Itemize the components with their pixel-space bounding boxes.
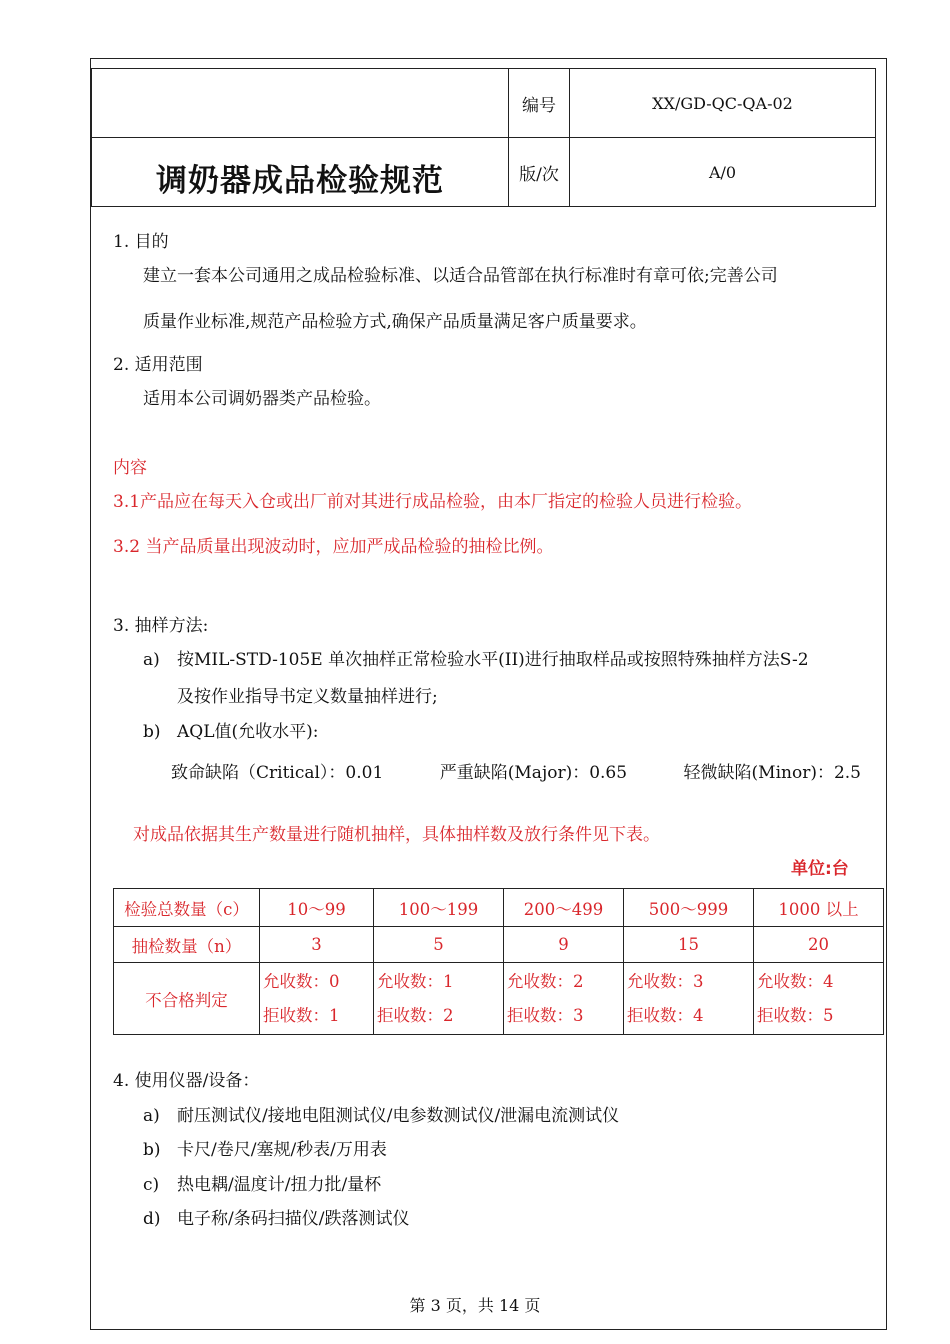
equipment-item: 卡尺/卷尺/塞规/秒表/万用表 bbox=[177, 1140, 387, 1160]
aql-major: 严重缺陷(Major)：0.65 bbox=[439, 763, 628, 783]
code-value: XX/GD-QC-QA-02 bbox=[570, 69, 876, 138]
sampling-table bbox=[113, 888, 884, 1035]
section3-a-line2: 及按作业指导书定义数量抽样进行; bbox=[177, 687, 438, 707]
lot-size-label: 检验总数量（c） bbox=[114, 889, 260, 927]
lot-range: 500～999 bbox=[624, 889, 754, 927]
equipment-item: 耐压测试仪/接地电阻测试仪/电参数测试仪/泄漏电流测试仪 bbox=[177, 1106, 620, 1126]
lot-range: 200～499 bbox=[504, 889, 624, 927]
table-row-judgement bbox=[114, 963, 884, 1035]
judgement-cell bbox=[754, 963, 884, 1035]
version-label: 版/次 bbox=[509, 138, 570, 207]
equipment-marker: d) bbox=[143, 1209, 161, 1229]
judgement-label: 不合格判定 bbox=[114, 963, 260, 1035]
sample-size: 3 bbox=[260, 927, 374, 963]
reject-number: 拒收数：1 bbox=[263, 1005, 340, 1025]
section3-heading: 3. 抽样方法: bbox=[113, 616, 209, 636]
aql-critical: 致命缺陷（Critical）：0.01 bbox=[171, 763, 384, 783]
sample-size-label: 抽检数量（n） bbox=[114, 927, 260, 963]
equipment-marker: c) bbox=[143, 1175, 160, 1195]
reject-number: 拒收数：2 bbox=[377, 1005, 454, 1025]
header-blank-cell bbox=[92, 69, 509, 138]
page-number: 第 3 页，共 14 页 bbox=[409, 1296, 541, 1315]
table-row-sample bbox=[114, 927, 884, 963]
sampling-note: 对成品依据其生产数量进行随机抽样，具体抽样数及放行条件见下表。 bbox=[133, 825, 660, 845]
aql-minor: 轻微缺陷(Minor)：2.5 bbox=[683, 763, 861, 783]
accept-number: 允收数：2 bbox=[507, 971, 584, 991]
lot-range: 1000 以上 bbox=[754, 889, 884, 927]
sample-size: 15 bbox=[624, 927, 754, 963]
section3-a-marker: a) bbox=[143, 650, 160, 670]
content-heading: 内容 bbox=[113, 458, 147, 478]
section1-heading: 1. 目的 bbox=[113, 232, 169, 252]
section2-line1: 适用本公司调奶器类产品检验。 bbox=[143, 389, 381, 409]
accept-number: 允收数：1 bbox=[377, 971, 454, 991]
version-value: A/0 bbox=[570, 138, 876, 207]
equipment-marker: b) bbox=[143, 1140, 161, 1160]
judgement-cell bbox=[624, 963, 754, 1035]
reject-number: 拒收数：5 bbox=[757, 1005, 834, 1025]
unit-label: 单位:台 bbox=[791, 859, 849, 879]
section4-heading: 4. 使用仪器/设备： bbox=[113, 1071, 260, 1091]
aql-values bbox=[171, 758, 861, 783]
judgement-cell bbox=[504, 963, 624, 1035]
document-header bbox=[91, 68, 876, 207]
code-label: 编号 bbox=[509, 69, 570, 138]
judgement-cell bbox=[374, 963, 504, 1035]
equipment-item: 热电耦/温度计/扭力批/量杯 bbox=[177, 1175, 382, 1195]
sample-size: 5 bbox=[374, 927, 504, 963]
document-title: 调奶器成品检验规范 bbox=[92, 138, 509, 207]
section1-line2: 质量作业标准,规范产品检验方式,确保产品质量满足客户质量要求。 bbox=[143, 312, 647, 332]
content-item-3-2: 3.2 当产品质量出现波动时，应加严成品检验的抽检比例。 bbox=[113, 537, 554, 557]
sample-size: 20 bbox=[754, 927, 884, 963]
accept-number: 允收数：4 bbox=[757, 971, 834, 991]
table-row-lot bbox=[114, 889, 884, 927]
sample-size: 9 bbox=[504, 927, 624, 963]
accept-number: 允收数：3 bbox=[627, 971, 704, 991]
section2-heading: 2. 适用范围 bbox=[113, 355, 203, 375]
section1-line1: 建立一套本公司通用之成品检验标准、以适合品管部在执行标准时有章可依;完善公司 bbox=[143, 266, 778, 286]
judgement-cell bbox=[260, 963, 374, 1035]
section3-a-line1: 按MIL-STD-105E 单次抽样正常检验水平(II)进行抽取样品或按照特殊抽样方法S-2 bbox=[177, 650, 809, 670]
lot-range: 100～199 bbox=[374, 889, 504, 927]
accept-number: 允收数：0 bbox=[263, 971, 340, 991]
section3-b-marker: b) bbox=[143, 722, 161, 742]
equipment-item: 电子称/条码扫描仪/跌落测试仪 bbox=[177, 1209, 410, 1229]
section3-b-line: AQL值(允收水平): bbox=[177, 722, 319, 742]
content-item-3-1: 3.1产品应在每天入仓或出厂前对其进行成品检验，由本厂指定的检验人员进行检验。 bbox=[113, 492, 753, 512]
reject-number: 拒收数：3 bbox=[507, 1005, 584, 1025]
equipment-marker: a) bbox=[143, 1106, 160, 1126]
reject-number: 拒收数：4 bbox=[627, 1005, 704, 1025]
lot-range: 10～99 bbox=[260, 889, 374, 927]
